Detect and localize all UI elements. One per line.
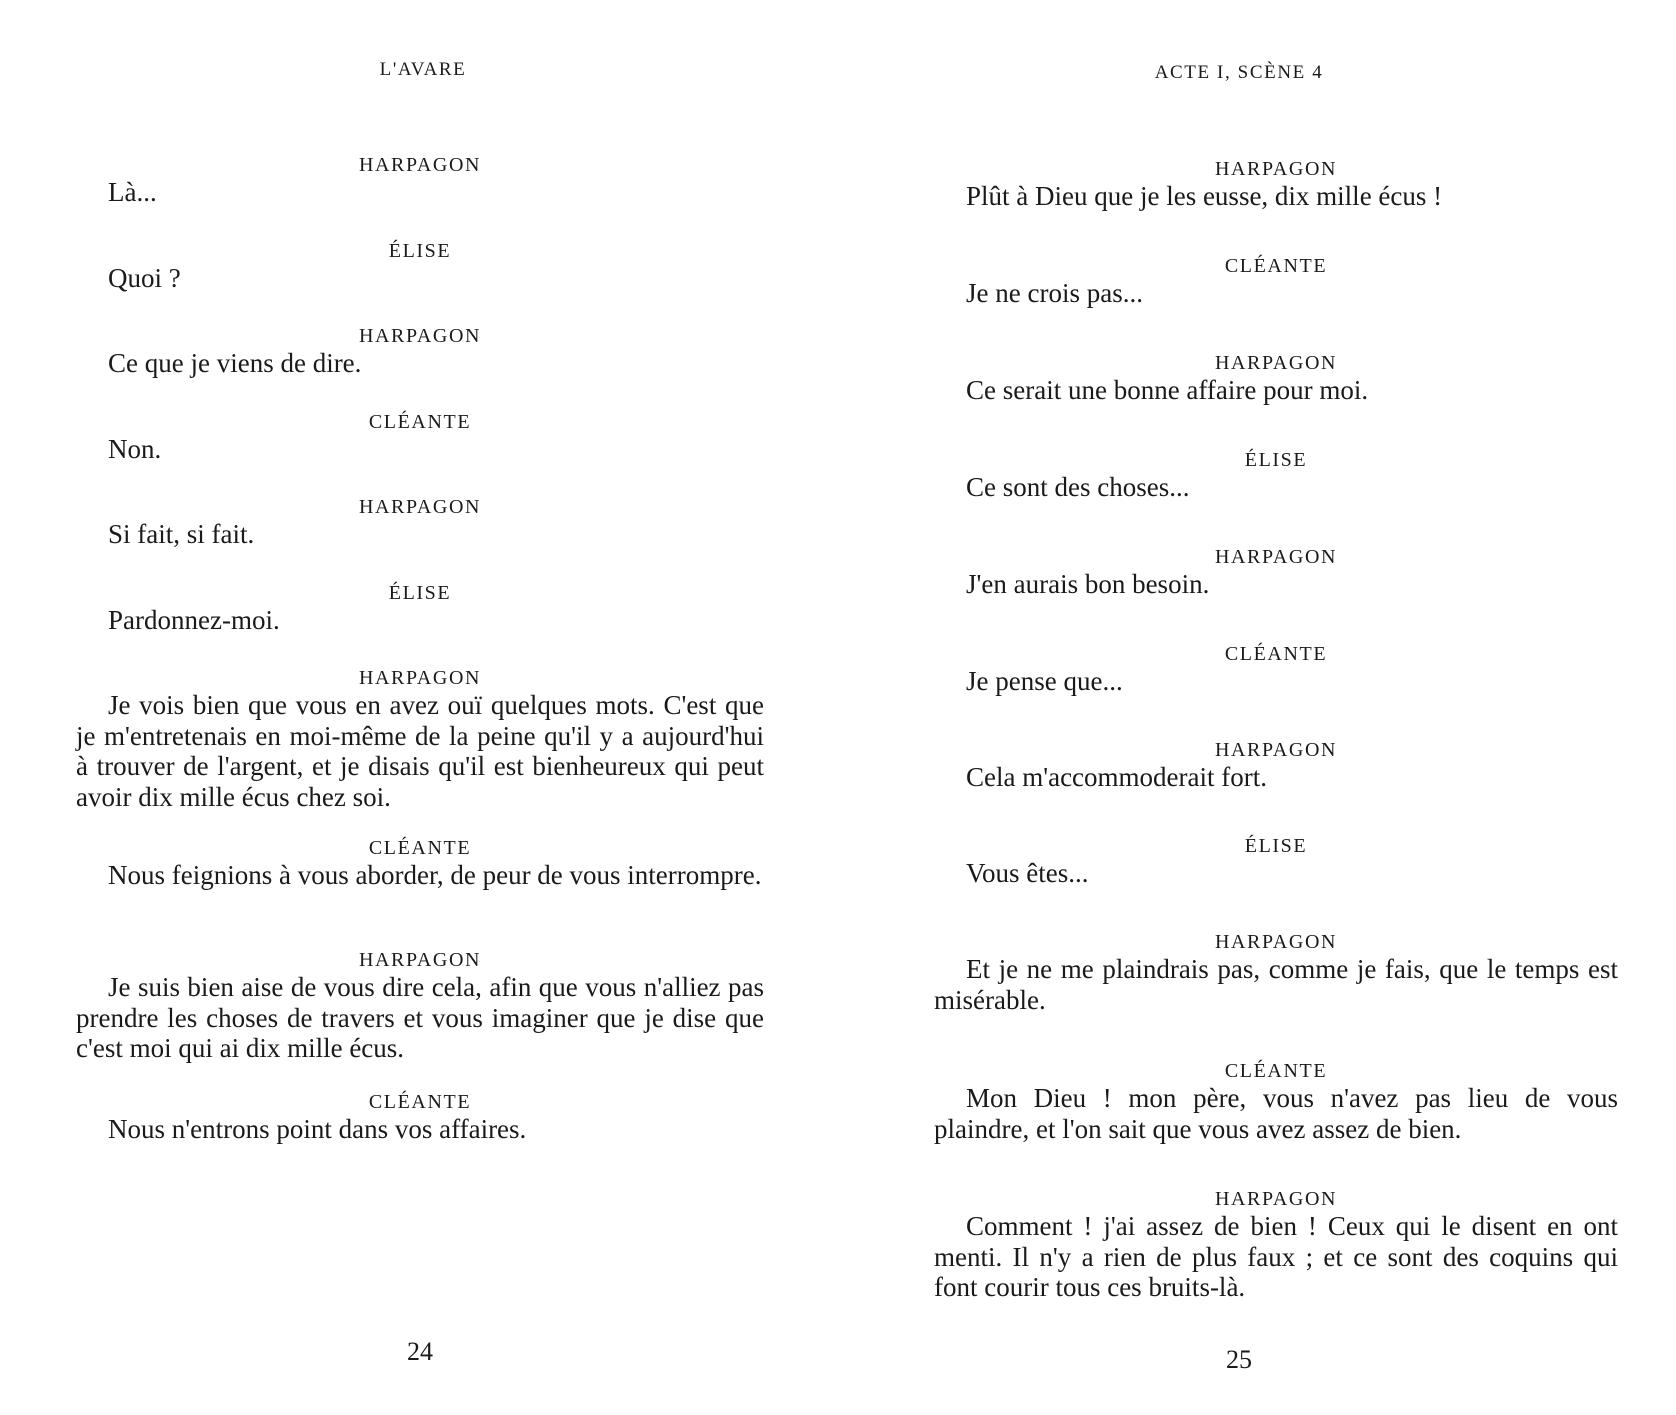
speech-text: Plût à Dieu que je les eusse, dix mille écus ! [966, 181, 1443, 211]
speech [934, 834, 1618, 930]
left-page [0, 0, 810, 1415]
speech [934, 254, 1618, 351]
speech-text: Je ne crois pas... [966, 278, 1143, 308]
speech [76, 324, 764, 410]
speaker-name: HARPAGON [1214, 546, 1338, 568]
speech [934, 642, 1618, 738]
speaker-name: CLÉANTE [368, 1091, 472, 1113]
speaker-name: HARPAGON [358, 949, 482, 971]
speech [934, 738, 1618, 834]
speaker-name: HARPAGON [1214, 1188, 1338, 1210]
speech-text: Ce que je viens de dire. [108, 348, 362, 378]
speech [76, 239, 764, 324]
dialogue-block [934, 157, 1618, 1303]
speech [76, 1090, 764, 1145]
speech-text: Je vois bien que vous en avez ouï quelques mots. C'est que je m'entretenais en moi-même de la peine qu'il y a aujourd'hui à trouver de l'argent, et je disais qu'il est bienheureux qui peut avoir dix mille écus chez soi. [76, 690, 764, 812]
speech-text: Pardonnez-moi. [108, 605, 280, 635]
speech [934, 1187, 1618, 1303]
speaker-name: CLÉANTE [1224, 643, 1328, 665]
speech-text: Si fait, si fait. [108, 519, 255, 549]
speaker-name: CLÉANTE [368, 411, 472, 433]
speech-text: Ce serait une bonne affaire pour moi. [966, 375, 1369, 405]
speech-text: Nous feignions à vous aborder, de peur de vous interrompre. [108, 860, 762, 890]
speech-text: Là... [108, 177, 157, 207]
speech [934, 1059, 1618, 1187]
speaker-name: CLÉANTE [368, 837, 472, 859]
speech [76, 666, 764, 836]
speaker-name: CLÉANTE [1224, 255, 1328, 277]
page-number: 24 [407, 1337, 433, 1366]
speaker-name: HARPAGON [358, 154, 482, 176]
speaker-name: ÉLISE [388, 240, 452, 262]
speech-text: Je pense que... [966, 666, 1123, 696]
speaker-name: CLÉANTE [1224, 1060, 1328, 1082]
speech [76, 581, 764, 666]
speaker-name: HARPAGON [1214, 931, 1338, 953]
speech-text: Non. [108, 434, 162, 464]
speech-text: Comment ! j'ai assez de bien ! Ceux qui le disent en ont menti. Il n'y a rien de plus faux ; et ce sont des coquins qui font courir tous ces bruits-là. [934, 1211, 1618, 1302]
speech-text: Cela m'accommoderait fort. [966, 762, 1267, 792]
running-head: ACTE I, SCÈNE 4 [1154, 62, 1324, 83]
speaker-name: ÉLISE [1244, 449, 1308, 471]
speaker-name: HARPAGON [1214, 158, 1338, 180]
speaker-name: ÉLISE [388, 582, 452, 604]
speech [76, 948, 764, 1090]
speech-text: Je suis bien aise de vous dire cela, afin que vous n'alliez pas prendre les choses de travers et vous imaginer que je dise que c'est moi qui ai dix mille écus. [76, 972, 764, 1063]
speaker-name: HARPAGON [1214, 739, 1338, 761]
speech [934, 448, 1618, 545]
speech-text: Et je ne me plaindrais pas, comme je fais, que le temps est misérable. [934, 954, 1618, 1015]
speech-text: Quoi ? [108, 263, 181, 293]
speech-text: Mon Dieu ! mon père, vous n'avez pas lieu de vous plaindre, et l'on sait que vous avez assez de bien. [934, 1083, 1618, 1144]
right-page [810, 0, 1676, 1415]
speech [934, 157, 1618, 254]
speech-text: Vous êtes... [966, 858, 1089, 888]
speech [76, 495, 764, 581]
speech [934, 351, 1618, 448]
speaker-name: HARPAGON [1214, 352, 1338, 374]
speech [76, 836, 764, 948]
page-number: 25 [1226, 1345, 1252, 1374]
speaker-name: ÉLISE [1244, 835, 1308, 857]
speech [76, 153, 764, 239]
speech-text: Ce sont des choses... [966, 472, 1190, 502]
speaker-name: HARPAGON [358, 667, 482, 689]
speaker-name: HARPAGON [358, 325, 482, 347]
speech-text: Nous n'entrons point dans vos affaires. [108, 1114, 527, 1144]
speaker-name: HARPAGON [358, 496, 482, 518]
speech [76, 410, 764, 495]
speech [934, 545, 1618, 642]
running-head: L'AVARE [379, 59, 467, 80]
dialogue-block [76, 153, 764, 1145]
speech-text: J'en aurais bon besoin. [966, 569, 1210, 599]
speech [934, 930, 1618, 1059]
